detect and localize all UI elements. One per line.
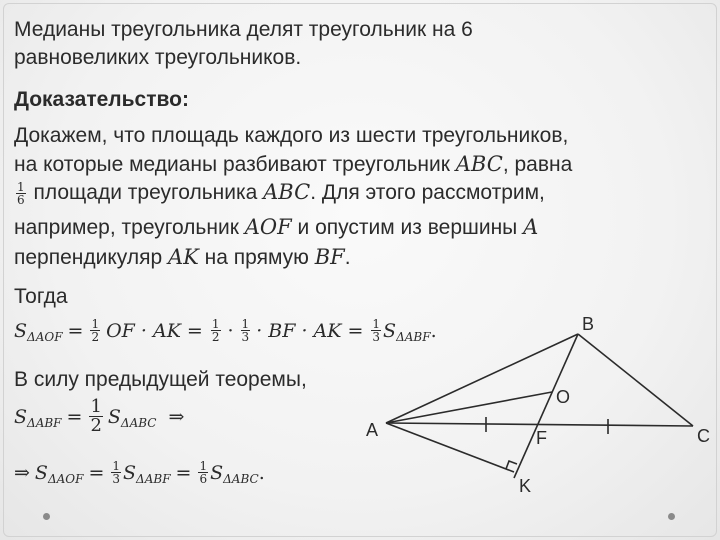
area-symbol-2: S: [107, 405, 121, 428]
segment-ao: [386, 392, 552, 423]
perpendicular-ak: [386, 423, 514, 472]
proof-line-5-text-b: на прямую: [198, 246, 315, 269]
area-symbol: S: [14, 319, 28, 342]
implies-arrow: ⇒: [14, 461, 30, 484]
fraction-1-6: $\frac{1}{6}$: [199, 459, 208, 486]
subscript-abf: ΔABF: [27, 415, 62, 430]
proof-line-5-text-a: перпендикуляр: [14, 246, 168, 269]
proof-line-3-math: ABC: [263, 180, 311, 204]
area-symbol-2: S: [123, 461, 137, 484]
fraction-1-2-b: $\frac{1}{2}$: [211, 317, 220, 344]
statement-line-1: Медианы треугольника делят треугольник на 6: [14, 18, 473, 41]
equals-sign: =: [66, 405, 83, 428]
fraction-one-sixth: $\frac{1}{6}$: [17, 179, 25, 207]
area-symbol-2: S: [383, 319, 397, 342]
equals-sign: =: [88, 461, 105, 484]
area-symbol: S: [34, 461, 48, 484]
proof-line-4-text-a: например, треугольник: [14, 216, 245, 239]
dot-operator: ·: [227, 319, 234, 342]
proof-line-3-text-b: . Для этого рассмотрим,: [310, 181, 545, 204]
fraction-1-2: $\frac{1}{2}$: [91, 317, 100, 344]
theorem-reference: В силу предыдущей теоремы,: [14, 368, 307, 391]
proof-line-3-text-a: площади треугольника: [27, 181, 264, 204]
period: .: [258, 461, 265, 484]
proof-line-4-text-b: и опустим из вершины: [291, 216, 524, 239]
fraction-1-3-b: $\frac{1}{3}$: [372, 317, 381, 344]
subscript-abc: ΔABC: [223, 471, 259, 486]
area-symbol-3: S: [210, 461, 224, 484]
statement-line-2: равновеликих треугольников.: [14, 46, 302, 69]
label-f: F: [536, 428, 547, 448]
subscript-abf: ΔABF: [136, 471, 171, 486]
proof-line-5-text-c: .: [344, 246, 351, 269]
side-ac: [386, 423, 693, 426]
label-o: O: [556, 387, 571, 407]
then-label: Тогда: [14, 285, 68, 308]
equals-sign-2: =: [175, 461, 192, 484]
proof-line-4-math-2: A: [523, 215, 539, 239]
label-c: C: [697, 426, 710, 446]
fraction-1-3: $\frac{1}{3}$: [241, 317, 250, 344]
label-a: A: [366, 420, 379, 440]
subscript-abc: ΔABC: [120, 415, 157, 430]
proof-line-1: Докажем, что площадь каждого из шести треугольников,: [14, 124, 569, 147]
subscript-aof: ΔAOF: [47, 471, 84, 486]
proof-line-2-math: ABC: [455, 152, 503, 176]
proof-line-2-text-a: на которые медианы разбивают треугольник: [14, 153, 456, 176]
proof-line-5-math-2: BF: [314, 245, 345, 269]
right-angle-mark: [506, 461, 517, 469]
decor-dot-right: [668, 513, 675, 520]
label-k: K: [519, 476, 532, 496]
side-ab: [386, 334, 578, 423]
formula1-term-2: · BF · AK =: [256, 319, 364, 342]
proof-heading: Доказательство:: [14, 88, 189, 111]
subscript-aof: ΔAOF: [27, 329, 63, 344]
label-b: B: [582, 314, 595, 334]
subscript-abf: ΔABF: [396, 329, 431, 344]
proof-line-4-math-1: AOF: [244, 215, 292, 239]
period: .: [430, 319, 437, 342]
proof-line-5-math-1: AK: [167, 245, 199, 269]
fraction-1-3: $\frac{1}{3}$: [112, 459, 121, 486]
equals-sign: =: [67, 319, 84, 342]
implies-arrow: ⇒: [168, 405, 185, 428]
area-symbol: S: [14, 405, 28, 428]
decor-dot-left: [43, 513, 50, 520]
formula1-term-1: OF · AK =: [106, 319, 203, 342]
fraction-1-2-large: $\frac{1}{2}$: [90, 396, 102, 436]
proof-line-2-text-b: , равна: [502, 153, 573, 176]
side-bc: [578, 334, 693, 426]
